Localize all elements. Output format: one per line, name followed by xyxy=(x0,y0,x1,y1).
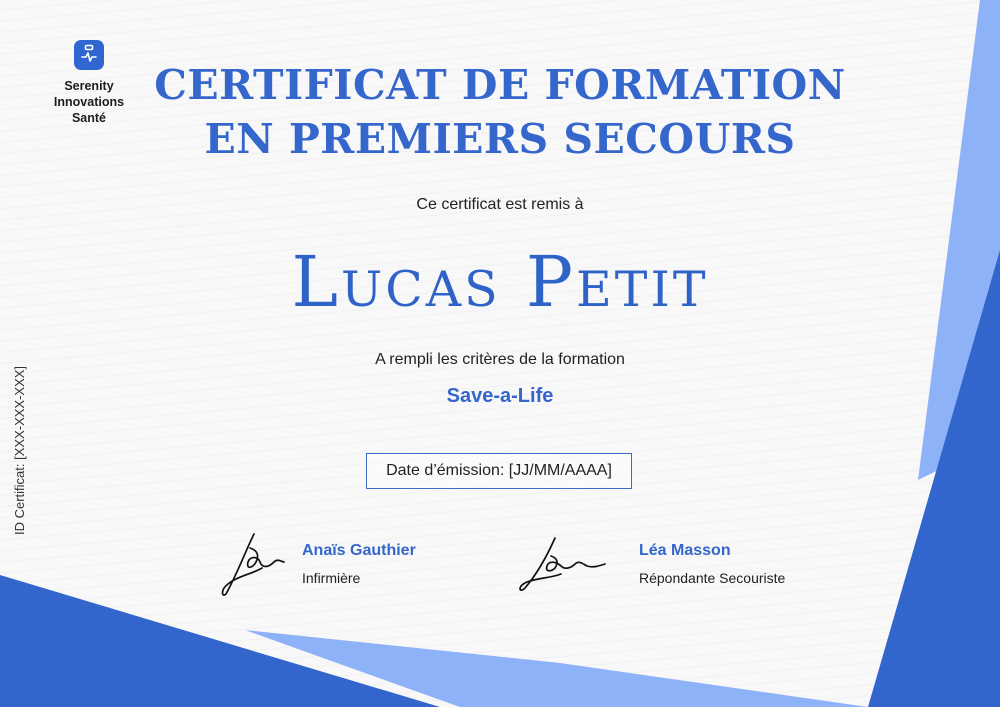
recipient-name: Lucas Petit xyxy=(291,241,709,323)
certificate-id: ID Certificat: [XXX-XXX-XXX] xyxy=(12,365,27,535)
certificate-title-line-2: EN PREMIERS SECOURS xyxy=(204,115,796,163)
organization-name-line-1: Serenity xyxy=(64,79,114,93)
signatory-1-role: Infirmière xyxy=(302,570,361,586)
organization-name-line-2: Innovations xyxy=(53,95,125,109)
signatory-2-role: Répondante Secouriste xyxy=(639,570,786,586)
organization-logo xyxy=(40,40,138,126)
signature-2 xyxy=(515,534,607,598)
signatory-2 xyxy=(515,528,805,608)
presented-to-text: Ce certificat est remis à xyxy=(416,196,584,213)
course-name: Save-a-Life xyxy=(446,385,554,407)
signature-1 xyxy=(218,528,296,600)
signatory-1 xyxy=(218,528,458,608)
medical-bag-icon xyxy=(74,40,104,70)
certificate-title xyxy=(150,58,850,166)
organization-name-line-3: Santé xyxy=(71,111,107,125)
certificate-title-line-1: CERTIFICAT DE FORMATION xyxy=(154,61,846,109)
issue-date-text: Date d’émission: [JJ/MM/AAAA] xyxy=(386,462,612,479)
right-dark-shape xyxy=(868,250,1000,707)
issue-date-field xyxy=(366,453,632,489)
completion-text: A rempli les critères de la formation xyxy=(375,351,625,368)
signatory-1-name: Anaïs Gauthier xyxy=(302,542,416,559)
signatory-2-name: Léa Masson xyxy=(639,542,731,559)
